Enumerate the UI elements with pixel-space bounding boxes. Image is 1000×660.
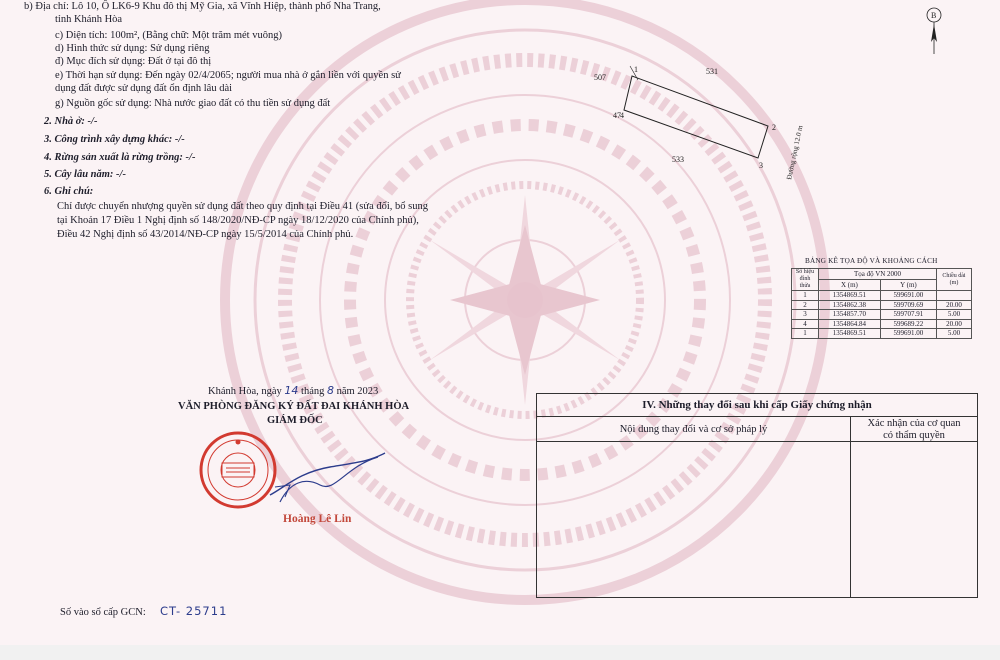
section-notes: 6. Ghi chú: xyxy=(44,186,94,197)
changes-col-content: Nội dung thay đổi và cơ sở pháp lý xyxy=(537,417,851,441)
changes-header xyxy=(537,417,977,442)
cell-x: 1354862.38 xyxy=(819,300,881,310)
coords-title: BẢNG KÊ TỌA ĐỘ VÀ KHOẢNG CÁCH xyxy=(805,257,938,265)
vertex-4: 4 xyxy=(620,111,624,120)
line-address-2: tỉnh Khánh Hòa xyxy=(55,14,123,25)
table-row xyxy=(792,310,972,320)
line-use-purpose: đ) Mục đích sử dụng: Đất ở tại đô thị xyxy=(55,56,212,67)
changes-col-confirm-1: Xác nhận của cơ quan xyxy=(867,418,961,429)
vertex-3: 3 xyxy=(759,161,763,170)
section-construction: 3. Công trình xây dựng khác: -/- xyxy=(44,134,185,145)
north-arrow-icon xyxy=(922,2,946,57)
cell-distance: 5.00 xyxy=(937,310,972,320)
coords-header-distance: Chiều dài (m) xyxy=(937,269,972,291)
signature xyxy=(260,447,390,517)
cell-x: 1354869.51 xyxy=(819,291,881,301)
cell-distance: 5.00 xyxy=(937,329,972,339)
road-label: Đường rộng 12.0 m xyxy=(785,124,805,181)
cell-distance xyxy=(937,291,972,301)
changes-col-confirm xyxy=(851,417,977,441)
changes-col-confirm-2: có thẩm quyền xyxy=(883,430,945,441)
plot-diagram xyxy=(580,58,810,183)
cell-x: 1354857.70 xyxy=(819,310,881,320)
note-line-3: Điều 42 Nghị định số 43/2014/NĐ-CP ngày 15/5/2014 của Chính phủ. xyxy=(57,229,354,240)
section-perennial: 5. Cây lâu năm: -/- xyxy=(44,169,126,180)
line-area: c) Diện tích: 100m², (Bằng chữ: Một trăm mét vuông) xyxy=(55,30,282,41)
neighbor-533: 533 xyxy=(672,155,684,164)
vertex-2: 2 xyxy=(772,123,776,132)
vertex-1: 1 xyxy=(634,65,638,74)
coords-header-x: X (m) xyxy=(819,280,881,291)
table-row xyxy=(792,291,972,301)
section-house: 2. Nhà ở: -/- xyxy=(44,116,98,127)
date-day: 14 xyxy=(284,384,299,397)
line-origin: g) Nguồn gốc sử dụng: Nhà nước giao đất có thu tiền sử dụng đất xyxy=(55,98,331,109)
signer-role: GIÁM ĐỐC xyxy=(267,415,323,426)
cell-y: 599689.22 xyxy=(880,319,936,329)
cell-y: 599691.00 xyxy=(880,329,936,339)
cell-distance: 20.00 xyxy=(937,319,972,329)
section-forest: 4. Rừng sản xuất là rừng trồng: -/- xyxy=(44,152,196,163)
date-month-label: tháng xyxy=(301,386,325,397)
cell-y: 599691.00 xyxy=(880,291,936,301)
gcn-label: Số vào sổ cấp GCN: xyxy=(60,607,146,618)
date-month: 8 xyxy=(326,384,334,397)
cell-x: 1354864.84 xyxy=(819,319,881,329)
table-row xyxy=(792,329,972,339)
cell-y: 599707.91 xyxy=(880,310,936,320)
coords-table xyxy=(791,268,972,339)
cell-point: 3 xyxy=(792,310,819,320)
table-row xyxy=(792,300,972,310)
cell-point: 4 xyxy=(792,319,819,329)
line-use-term: e) Thời hạn sử dụng: Đến ngày 02/4/2065; người mua nhà ở gắn liền với quyền sử xyxy=(55,70,401,81)
line-use-form: d) Hình thức sử dụng: Sử dụng riêng xyxy=(55,43,210,54)
neighbor-531: 531 xyxy=(706,67,718,76)
coords-header-row xyxy=(792,269,972,280)
neighbor-507: 507 xyxy=(594,73,606,82)
changes-divider xyxy=(850,441,851,597)
cell-point: 1 xyxy=(792,329,819,339)
note-line-2: tại Khoản 17 Điều 1 Nghị định số 148/2020/NĐ-CP ngày 18/12/2020 của Chính phủ), xyxy=(57,215,419,226)
gcn-number: CT- 25711 xyxy=(160,604,228,618)
neighbor-47: 47 xyxy=(613,111,621,120)
line-use-term-2: dụng đất được sử dụng đất ổn định lâu dài xyxy=(55,83,233,94)
office-name: VĂN PHÒNG ĐĂNG KÝ ĐẤT ĐAI KHÁNH HÒA xyxy=(178,401,410,412)
changes-table xyxy=(536,393,978,598)
changes-title: IV. Những thay đổi sau khi cấp Giấy chứng nhận xyxy=(537,394,977,417)
bottom-margin xyxy=(0,645,1000,660)
note-line-1: Chỉ được chuyển nhượng quyền sử dụng đất theo quy định tại Điều 41 (sửa đổi, bổ sung xyxy=(57,201,428,212)
signer-name: Hoàng Lê Lin xyxy=(283,513,352,525)
date-prefix: Khánh Hòa, ngày xyxy=(208,386,282,397)
cell-point: 2 xyxy=(792,300,819,310)
coords-header-point: Số hiệu đỉnh thửa xyxy=(792,269,819,291)
table-row xyxy=(792,319,972,329)
coords-header-y: Y (m) xyxy=(880,280,936,291)
date-year: năm 2023 xyxy=(336,386,379,397)
north-label: B xyxy=(931,11,937,20)
line-address: b) Địa chỉ: Lô 10, Ô LK6-9 Khu đô thị Mỹ Gia, xã Vĩnh Hiệp, thành phố Nha Trang, xyxy=(24,1,381,12)
cell-x: 1354869.51 xyxy=(819,329,881,339)
coords-header-system: Tọa độ VN 2000 xyxy=(819,269,937,280)
cell-distance: 20.00 xyxy=(937,300,972,310)
sign-date xyxy=(208,384,378,398)
cell-point: 1 xyxy=(792,291,819,301)
cell-y: 599709.69 xyxy=(880,300,936,310)
